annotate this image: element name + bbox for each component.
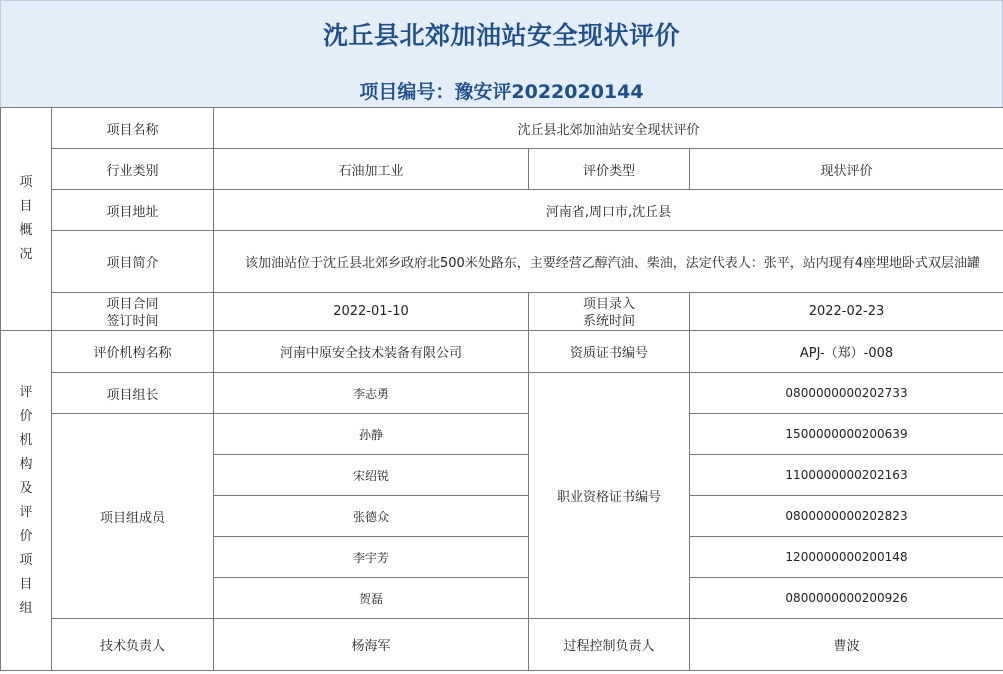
contract-date-value: 2022-01-10 <box>214 293 529 331</box>
member-cert: 1200000000200148 <box>690 537 1003 578</box>
section-org-label: 评 价 机 构 及 评 价 项 目 组 <box>1 331 52 671</box>
project-name-value: 沈丘县北郊加油站安全现状评价 <box>214 108 1003 149</box>
entry-date-value: 2022-02-23 <box>690 293 1003 331</box>
member-name: 宋绍锐 <box>214 455 529 496</box>
member-cert: 0800000000200926 <box>690 578 1003 619</box>
member-name: 孙静 <box>214 414 529 455</box>
member-cert: 1100000000202163 <box>690 455 1003 496</box>
entry-date-label: 项目录入 系统时间 <box>529 293 690 331</box>
member-name: 张德众 <box>214 496 529 537</box>
intro-label: 项目简介 <box>52 231 214 293</box>
cert-label: 资质证书编号 <box>529 331 690 373</box>
process-lead-value: 曹波 <box>690 619 1003 671</box>
eval-type-label: 评价类型 <box>529 149 690 190</box>
project-info-table <box>0 107 1003 671</box>
section-overview-label: 项 目 概 况 <box>1 108 52 331</box>
member-cert: 1500000000200639 <box>690 414 1003 455</box>
leader-name: 李志勇 <box>214 373 529 414</box>
leader-label: 项目组长 <box>52 373 214 414</box>
project-number: 项目编号：豫安评2022020144 <box>359 81 644 103</box>
address-label: 项目地址 <box>52 190 214 231</box>
qual-cert-label: 职业资格证书编号 <box>529 373 690 619</box>
page-header <box>0 0 1003 108</box>
project-name-label: 项目名称 <box>52 108 214 149</box>
intro-value: 该加油站位于沈丘县北郊乡政府北500米处路东，主要经营乙醇汽油、柴油，法定代表人：张平，站内现有4座埋地卧式双层油罐 <box>214 231 1003 293</box>
contract-date-label: 项目合同 签订时间 <box>52 293 214 331</box>
industry-label: 行业类别 <box>52 149 214 190</box>
cert-value: APJ-（郑）-008 <box>690 331 1003 373</box>
industry-value: 石油加工业 <box>214 149 529 190</box>
process-lead-label: 过程控制负责人 <box>529 619 690 671</box>
org-name-value: 河南中原安全技术装备有限公司 <box>214 331 529 373</box>
address-value: 河南省,周口市,沈丘县 <box>214 190 1003 231</box>
eval-type-value: 现状评价 <box>690 149 1003 190</box>
member-name: 李宇芳 <box>214 537 529 578</box>
member-cert: 0800000000202823 <box>690 496 1003 537</box>
tech-lead-label: 技术负责人 <box>52 619 214 671</box>
page-title: 沈丘县北郊加油站安全现状评价 <box>322 21 680 50</box>
tech-lead-value: 杨海军 <box>214 619 529 671</box>
members-label: 项目组成员 <box>52 414 214 619</box>
leader-cert: 0800000000202733 <box>690 373 1003 414</box>
member-name: 贺磊 <box>214 578 529 619</box>
org-name-label: 评价机构名称 <box>52 331 214 373</box>
